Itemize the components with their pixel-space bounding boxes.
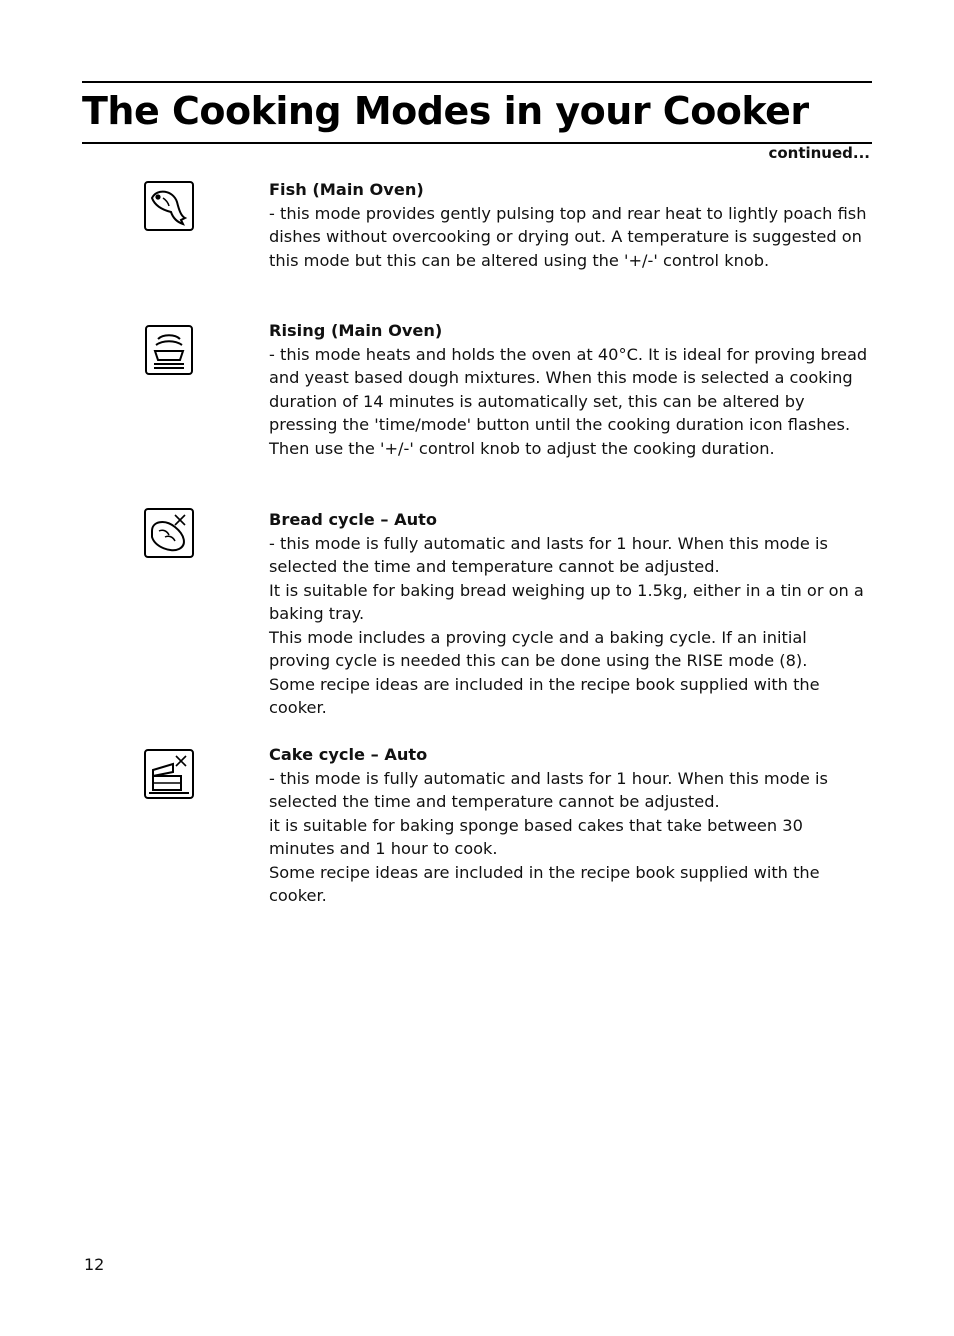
fish-icon <box>143 180 195 232</box>
mode-title: Cake cycle – Auto <box>269 745 428 764</box>
mode-text <box>269 178 869 272</box>
mode-text <box>269 743 869 908</box>
continued-label: continued... <box>768 144 870 162</box>
mode-paragraph: it is suitable for baking sponge based cakes that take between 30 minutes and 1 hour to cook. <box>269 815 803 858</box>
page-number: 12 <box>84 1255 105 1274</box>
mode-paragraph: It is suitable for baking bread weighing up to 1.5kg, either in a tin or on a baking tray. <box>269 580 864 623</box>
mode-paragraph: Some recipe ideas are included in the recipe book supplied with the cooker. <box>269 862 820 905</box>
mode-title: Fish (Main Oven) <box>269 180 424 199</box>
bread-cycle-icon <box>143 507 195 559</box>
mode-paragraph: Some recipe ideas are included in the recipe book supplied with the cooker. <box>269 674 820 717</box>
mode-paragraph: - this mode is fully automatic and lasts for 1 hour. When this mode is selected the time and temperature cannot be adjusted. <box>269 533 828 576</box>
mode-paragraph: - this mode heats and holds the oven at 40°C. It is ideal for proving bread and yeast based dough mixtures. When this mode is selected a cooking duration of 14 minutes is automatically set, this can be altered by pressing the 'time/mode' button until the cooking duration icon flashes. Then use the '+/-' control knob to adjust the cooking duration. <box>269 344 868 458</box>
mode-title: Rising (Main Oven) <box>269 321 443 340</box>
mode-title: Bread cycle – Auto <box>269 510 437 529</box>
mode-description <box>269 767 869 908</box>
mode-text <box>269 319 869 460</box>
top-rule <box>82 81 872 83</box>
mode-text <box>269 508 869 720</box>
mode-paragraph: - this mode provides gently pulsing top and rear heat to lightly poach fish dishes without overcooking or drying out. A temperature is suggested on this mode but this can be altered using the '+/-' control knob. <box>269 203 867 270</box>
page-title: The Cooking Modes in your Cooker <box>82 89 809 133</box>
mode-description <box>269 532 869 720</box>
mode-description <box>269 202 869 273</box>
mode-paragraph: This mode includes a proving cycle and a baking cycle. If an initial proving cycle is needed this can be done using the RISE mode (8). <box>269 627 808 670</box>
rising-icon <box>143 324 195 376</box>
cake-cycle-icon <box>143 748 195 800</box>
title-underline <box>82 142 872 144</box>
mode-description <box>269 343 869 461</box>
mode-paragraph: - this mode is fully automatic and lasts for 1 hour. When this mode is selected the time and temperature cannot be adjusted. <box>269 768 828 811</box>
